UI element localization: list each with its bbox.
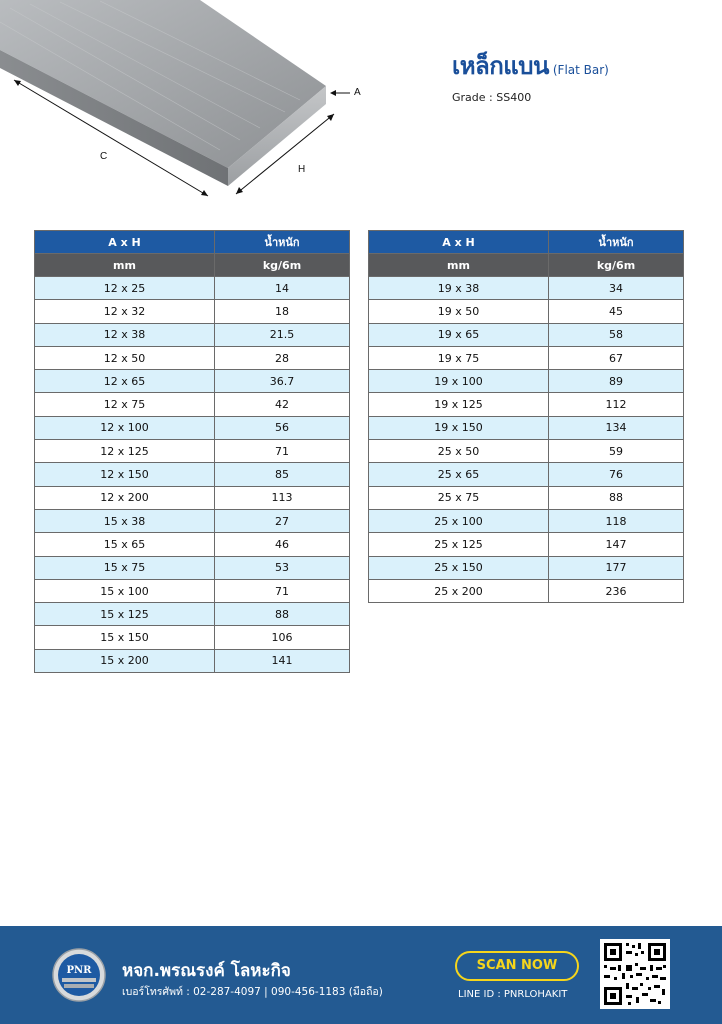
weight-cell: 59	[549, 440, 684, 463]
weight-cell: 28	[215, 346, 350, 369]
size-cell: 19 x 65	[369, 323, 549, 346]
size-cell: 15 x 100	[35, 579, 215, 602]
size-cell: 25 x 75	[369, 486, 549, 509]
size-cell: 25 x 65	[369, 463, 549, 486]
size-cell: 12 x 65	[35, 370, 215, 393]
table-row	[369, 393, 684, 416]
table-row	[35, 533, 350, 556]
table-row	[369, 416, 684, 439]
size-cell: 19 x 50	[369, 300, 549, 323]
table-row	[35, 509, 350, 532]
weight-cell: 67	[549, 346, 684, 369]
table-row	[35, 346, 350, 369]
size-cell: 19 x 150	[369, 416, 549, 439]
dimension-h-label: H	[298, 164, 306, 175]
column-header-size: A x H	[369, 231, 549, 254]
weight-cell: 34	[549, 277, 684, 300]
weight-cell: 27	[215, 509, 350, 532]
unit-header-size: mm	[35, 254, 215, 277]
size-cell: 15 x 75	[35, 556, 215, 579]
dimension-a-label: A	[354, 87, 361, 98]
size-cell: 15 x 125	[35, 603, 215, 626]
weight-cell: 14	[215, 277, 350, 300]
column-header-weight: น้ำหนัก	[549, 231, 684, 254]
weight-cell: 46	[215, 533, 350, 556]
size-cell: 15 x 38	[35, 509, 215, 532]
weight-cell: 71	[215, 579, 350, 602]
weight-cell: 112	[549, 393, 684, 416]
weight-cell: 113	[215, 486, 350, 509]
spec-table-right	[368, 230, 684, 603]
table-row	[35, 486, 350, 509]
size-cell: 25 x 200	[369, 579, 549, 602]
size-cell: 12 x 75	[35, 393, 215, 416]
table-row	[369, 463, 684, 486]
weight-cell: 71	[215, 440, 350, 463]
table-row	[35, 277, 350, 300]
spec-table-left	[34, 230, 350, 673]
weight-cell: 36.7	[215, 370, 350, 393]
table-row	[35, 463, 350, 486]
size-cell: 12 x 100	[35, 416, 215, 439]
dimension-c-label: C	[100, 151, 108, 162]
table-row	[369, 579, 684, 602]
table-row	[35, 393, 350, 416]
size-cell: 19 x 38	[369, 277, 549, 300]
column-header-weight: น้ำหนัก	[215, 231, 350, 254]
column-header-size: A x H	[35, 231, 215, 254]
table-row	[369, 370, 684, 393]
size-cell: 25 x 150	[369, 556, 549, 579]
table-row	[35, 556, 350, 579]
table-row	[369, 556, 684, 579]
size-cell: 19 x 125	[369, 393, 549, 416]
size-cell: 12 x 125	[35, 440, 215, 463]
size-cell: 25 x 125	[369, 533, 549, 556]
table-row	[35, 649, 350, 672]
size-cell: 12 x 32	[35, 300, 215, 323]
weight-cell: 56	[215, 416, 350, 439]
weight-cell: 177	[549, 556, 684, 579]
table-row	[369, 440, 684, 463]
weight-cell: 89	[549, 370, 684, 393]
size-cell: 12 x 38	[35, 323, 215, 346]
title-block	[452, 46, 609, 104]
weight-cell: 236	[549, 579, 684, 602]
line-id: LINE ID : PNRLOHAKIT	[458, 989, 568, 1000]
table-row	[35, 300, 350, 323]
size-cell: 12 x 150	[35, 463, 215, 486]
table-row	[35, 370, 350, 393]
size-cell: 25 x 50	[369, 440, 549, 463]
weight-cell: 106	[215, 626, 350, 649]
table-row	[35, 323, 350, 346]
logo-text: PNR	[66, 965, 92, 976]
weight-cell: 118	[549, 509, 684, 532]
size-cell: 19 x 100	[369, 370, 549, 393]
table-row	[35, 626, 350, 649]
page-title: เหล็กแบน	[452, 52, 549, 80]
table-row	[369, 346, 684, 369]
phone-numbers: เบอร์โทรศัพท์ : 02-287-4097 | 090-456-1183 (มือถือ)	[122, 986, 383, 998]
table-row	[369, 486, 684, 509]
weight-cell: 88	[215, 603, 350, 626]
weight-cell: 88	[549, 486, 684, 509]
company-name: หจก.พรณรงค์ โลหะกิจ	[122, 961, 291, 981]
qr-code[interactable]	[600, 939, 670, 1009]
table-row	[369, 300, 684, 323]
table-row	[35, 440, 350, 463]
size-cell: 15 x 150	[35, 626, 215, 649]
table-row	[35, 579, 350, 602]
size-cell: 19 x 75	[369, 346, 549, 369]
weight-cell: 42	[215, 393, 350, 416]
unit-header-size: mm	[369, 254, 549, 277]
unit-header-weight: kg/6m	[549, 254, 684, 277]
table-row	[369, 509, 684, 532]
weight-cell: 76	[549, 463, 684, 486]
weight-cell: 18	[215, 300, 350, 323]
weight-cell: 147	[549, 533, 684, 556]
weight-cell: 45	[549, 300, 684, 323]
weight-cell: 85	[215, 463, 350, 486]
size-cell: 15 x 200	[35, 649, 215, 672]
size-cell: 12 x 200	[35, 486, 215, 509]
table-row	[369, 277, 684, 300]
grade-label: Grade : SS400	[452, 91, 532, 104]
table-row	[35, 603, 350, 626]
scan-now-button[interactable]: SCAN NOW	[455, 951, 579, 981]
page-title-english: (Flat Bar)	[552, 63, 609, 77]
weight-cell: 141	[215, 649, 350, 672]
table-row	[369, 323, 684, 346]
size-cell: 12 x 25	[35, 277, 215, 300]
table-row	[35, 416, 350, 439]
pnr-logo	[52, 948, 106, 1002]
table-row	[369, 533, 684, 556]
size-cell: 15 x 65	[35, 533, 215, 556]
weight-cell: 53	[215, 556, 350, 579]
weight-cell: 58	[549, 323, 684, 346]
weight-cell: 21.5	[215, 323, 350, 346]
flat-bar-illustration	[0, 0, 380, 210]
size-cell: 12 x 50	[35, 346, 215, 369]
footer-bar	[0, 926, 722, 1024]
size-cell: 25 x 100	[369, 509, 549, 532]
unit-header-weight: kg/6m	[215, 254, 350, 277]
weight-cell: 134	[549, 416, 684, 439]
